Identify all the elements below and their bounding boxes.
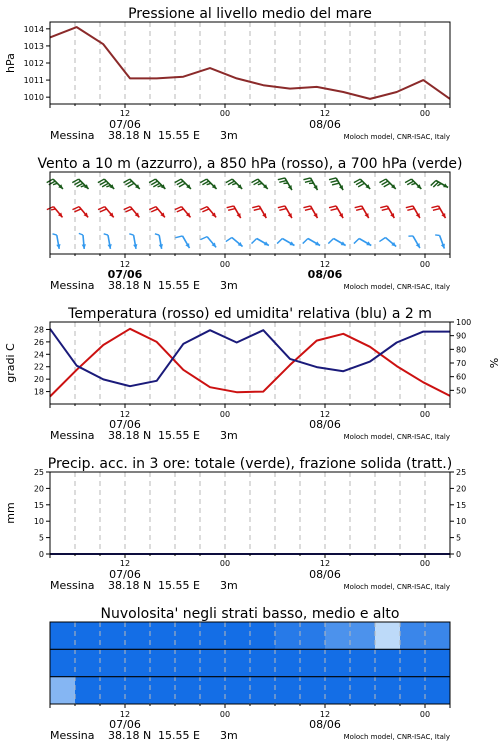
wind-barb-700-hPa (405, 179, 421, 189)
wind-barb-850-hPa (227, 206, 241, 218)
cloud-cell-basso (275, 677, 301, 705)
alt-label: 3m (220, 579, 238, 592)
cloud-cell-basso (50, 677, 76, 705)
barb-feather (355, 206, 362, 208)
barb-feather (407, 209, 414, 211)
location-label: Messina (50, 579, 95, 592)
barb-feather (100, 209, 107, 212)
barb-feather (252, 239, 257, 244)
y-right-tick-label: 20 (456, 484, 466, 493)
wind-barb-10-m (379, 238, 396, 247)
y-right-tick-label: 25 (456, 468, 466, 477)
y-tick-label: 1010 (24, 93, 44, 102)
wind-barb-10-m (252, 239, 269, 246)
cloud-cell-alto (150, 622, 176, 650)
barb-feather (384, 183, 390, 187)
barb-feather (328, 239, 333, 244)
barb-feather (303, 206, 310, 208)
barb-feather (356, 181, 362, 185)
y-tick-label: 5 (39, 534, 44, 543)
cloud-cell-medio (300, 649, 326, 677)
barb-feather (200, 237, 207, 240)
barb-feather (254, 209, 261, 211)
barb-feather (53, 183, 57, 184)
barb-feather (177, 209, 184, 212)
cloud-cell-alto (225, 622, 251, 650)
cloud-cell-medio (175, 649, 201, 677)
wind-barb-700-hPa (303, 178, 317, 190)
barb-feather (129, 234, 133, 235)
cloud-cell-basso (175, 677, 201, 705)
wind-barb-700-hPa (379, 179, 395, 189)
cloud-cell-basso (325, 677, 351, 705)
y-right-tick-label: 90 (456, 332, 466, 341)
barb-feather (179, 183, 185, 187)
wind-barb-850-hPa (98, 207, 114, 218)
barb-feather (226, 179, 232, 183)
x-tick-label: 12 (320, 710, 330, 719)
barb-feather (405, 179, 411, 183)
wind-barb-700-hPa (251, 179, 267, 189)
y-tick-label: 18 (34, 388, 44, 397)
wind-barb-850-hPa (431, 206, 445, 218)
y-axis-label: mm (4, 502, 17, 523)
cloud-cell-medio (100, 649, 126, 677)
x-tick-label: 00 (420, 559, 430, 568)
barb-feather (305, 181, 312, 183)
location-label: Messina (50, 729, 95, 742)
wind-barb-850-hPa (175, 207, 191, 218)
cloud-cell-basso (125, 677, 151, 705)
date-label: 08/06 (309, 118, 341, 131)
lat-label: 38.18 N (108, 729, 151, 742)
barb-feather (380, 206, 387, 208)
cloud-cell-medio (375, 649, 401, 677)
barb-feather (433, 209, 440, 211)
barb-feather (226, 238, 232, 242)
cloud-cell-alto (425, 622, 451, 650)
cloud-cell-alto (75, 622, 101, 650)
wind-barb-850-hPa (406, 206, 420, 218)
cloud-cell-basso (250, 677, 276, 705)
x-tick-label: 00 (220, 710, 230, 719)
wind-barb-850-hPa (380, 206, 394, 218)
y-right-tick-label: 5 (456, 534, 461, 543)
wind-barb-850-hPa (303, 206, 317, 218)
cloud-cell-medio (275, 649, 301, 677)
x-tick-label: 12 (320, 410, 330, 419)
wind-barb-850-hPa (47, 207, 63, 218)
barb-feather (175, 179, 181, 183)
lon-label: 15.55 E (158, 579, 200, 592)
alt-label: 3m (220, 279, 238, 292)
cloud-cell-medio (425, 649, 451, 677)
lon-label: 15.55 E (158, 429, 200, 442)
barb-feather (175, 236, 182, 238)
cloud-cell-alto (250, 622, 276, 650)
y-right-tick-label: 70 (456, 359, 466, 368)
wind-barb-10-m (129, 234, 137, 249)
barb-feather (79, 233, 83, 235)
panel-title: Precip. acc. in 3 ore: totale (verde), frazione solida (tratt.) (48, 456, 452, 472)
wind-barb-850-hPa (200, 207, 216, 218)
barb-feather (382, 181, 388, 185)
wind-barb-700-hPa (47, 179, 63, 189)
x-tick-label: 00 (420, 710, 430, 719)
barb-feather (278, 206, 285, 208)
cloud-cell-basso (200, 677, 226, 705)
x-tick-label: 00 (220, 559, 230, 568)
barb-feather (155, 234, 159, 235)
date-label: 07/06 (109, 718, 141, 731)
date-label: 07/06 (109, 568, 141, 581)
x-tick-label: 12 (320, 559, 330, 568)
wind-barb-700-hPa (123, 179, 139, 189)
lat-label: 38.18 N (108, 129, 151, 142)
barb-feather (207, 183, 211, 184)
y-right-axis-label: % (487, 358, 500, 368)
lat-label: 38.18 N (108, 429, 151, 442)
y-right-tick-label: 80 (456, 345, 466, 354)
barb-feather (98, 179, 104, 183)
wind-barb-700-hPa (98, 179, 114, 189)
barb-feather (151, 181, 157, 185)
wind-barb-850-hPa (278, 206, 292, 218)
barb-feather (228, 209, 235, 211)
location-label: Messina (50, 279, 95, 292)
wind-barb-850-hPa (355, 206, 369, 218)
barb-feather (227, 206, 234, 208)
date-label: 07/06 (109, 418, 141, 431)
panel-title: Nuvolosita' negli strati basso, medio e alto (101, 606, 400, 622)
x-tick-label: 00 (420, 410, 430, 419)
barb-feather (100, 181, 106, 185)
cloud-cell-basso (225, 677, 251, 705)
lon-label: 15.55 E (158, 279, 200, 292)
location-label: Messina (50, 129, 95, 142)
barb-feather (354, 239, 359, 244)
cloud-cell-alto (50, 622, 76, 650)
barb-feather (252, 206, 259, 208)
date-label: 07/06 (108, 268, 143, 281)
barb-feather (329, 178, 336, 180)
barb-feather (106, 185, 110, 186)
wind-barb-700-hPa (149, 179, 165, 189)
barb-arrowhead (441, 244, 445, 249)
x-tick-label: 00 (420, 109, 430, 118)
x-tick-label: 12 (120, 109, 130, 118)
y-tick-label: 10 (34, 517, 44, 526)
barb-feather (251, 179, 257, 183)
cloud-cell-alto (200, 622, 226, 650)
y-tick-label: 15 (34, 501, 44, 510)
barb-feather (278, 178, 285, 180)
barb-feather (104, 234, 108, 235)
y-right-tick-label: 60 (456, 373, 466, 382)
cloud-cell-alto (275, 622, 301, 650)
wind-barb-10-m (200, 237, 216, 248)
wind-barb-700-hPa (72, 179, 88, 189)
panel-title: Pressione al livello medio del mare (128, 6, 372, 22)
y-tick-label: 20 (34, 484, 44, 493)
cloud-cell-medio (125, 649, 151, 677)
barb-feather (51, 209, 55, 210)
cloud-cell-medio (400, 649, 426, 677)
model-credit: Moloch model, CNR-ISAC, Italy (344, 433, 450, 441)
barb-feather (354, 179, 360, 183)
wind-barb-850-hPa (149, 207, 165, 218)
date-label: 08/06 (309, 718, 341, 731)
barb-feather (382, 209, 389, 211)
barb-feather (406, 206, 413, 208)
y-right-tick-label: 15 (456, 501, 466, 510)
barb-feather (277, 239, 282, 244)
cloud-cell-basso (100, 677, 126, 705)
cloud-cell-medio (150, 649, 176, 677)
wind-barb-10-m (155, 234, 163, 249)
wind-barb-10-m (277, 239, 294, 246)
barb-feather (151, 209, 158, 212)
barb-feather (437, 184, 441, 186)
barb-feather (128, 183, 134, 187)
barb-feather (149, 179, 155, 183)
barb-feather (431, 206, 438, 208)
cloud-cell-basso (400, 677, 426, 705)
lon-label: 15.55 E (158, 129, 200, 142)
x-tick-label: 12 (320, 260, 330, 269)
wind-barb-850-hPa (72, 207, 88, 218)
wind-barb-10-m (104, 234, 112, 249)
barb-feather (98, 207, 105, 210)
y-tick-label: 25 (34, 468, 44, 477)
barb-feather (435, 235, 439, 236)
panel-5 (50, 606, 451, 742)
y-axis-label: hPa (4, 53, 17, 73)
cloud-cell-medio (75, 649, 101, 677)
barb-feather (411, 183, 415, 184)
x-tick-label: 00 (420, 260, 430, 269)
y-right-tick-label: 10 (456, 517, 466, 526)
cloud-cell-basso (150, 677, 176, 705)
x-tick-label: 12 (120, 559, 130, 568)
wind-barb-10-m (52, 234, 60, 249)
y-tick-label: 28 (34, 325, 44, 334)
y-tick-label: 1013 (24, 42, 44, 51)
barb-feather (202, 209, 209, 212)
date-label: 07/06 (109, 118, 141, 131)
wind-barb-10-m (303, 239, 320, 246)
barb-feather (305, 209, 312, 211)
barb-feather (177, 181, 183, 185)
barb-feather (158, 185, 162, 186)
barb-feather (232, 183, 236, 184)
barb-feather (175, 207, 182, 210)
cloud-cell-alto (400, 622, 426, 650)
panel-title: Vento a 10 m (azzurro), a 850 hPa (rosso), a 700 hPa (verde) (37, 156, 462, 172)
barb-arrowhead (82, 244, 86, 249)
alt-label: 3m (220, 429, 238, 442)
y-right-tick-label: 50 (456, 386, 466, 395)
barb-feather (279, 209, 286, 211)
wind-barb-10-m (435, 235, 445, 249)
x-tick-label: 12 (120, 260, 130, 269)
wind-barb-850-hPa (252, 206, 266, 218)
alt-label: 3m (220, 729, 238, 742)
y-tick-label: 1012 (24, 59, 44, 68)
lon-label: 15.55 E (158, 729, 200, 742)
location-label: Messina (50, 429, 95, 442)
wind-barb-10-m (226, 238, 243, 247)
wind-barb-700-hPa (200, 179, 216, 189)
panel-1 (4, 6, 450, 142)
lat-label: 38.18 N (108, 279, 151, 292)
barb-feather (379, 179, 385, 183)
cloud-cell-basso (375, 677, 401, 705)
panel-4 (4, 456, 466, 592)
y-axis-label: gradi C (4, 343, 17, 383)
panel-3 (4, 306, 500, 442)
barb-feather (72, 207, 79, 210)
wind-barb-10-m (79, 233, 86, 249)
x-tick-label: 00 (220, 109, 230, 118)
barb-feather (303, 239, 308, 244)
model-credit: Moloch model, CNR-ISAC, Italy (344, 133, 450, 141)
x-tick-label: 12 (120, 710, 130, 719)
barb-feather (329, 206, 336, 208)
y-tick-label: 22 (34, 363, 44, 372)
y-tick-label: 0 (39, 550, 44, 559)
wind-barb-10-m (408, 236, 419, 248)
y-right-tick-label: 100 (456, 318, 471, 327)
barb-feather (200, 179, 206, 183)
date-label: 08/06 (309, 568, 341, 581)
cloud-cell-medio (225, 649, 251, 677)
wind-barb-700-hPa (226, 179, 242, 189)
date-label: 08/06 (308, 268, 343, 281)
cloud-cell-alto (125, 622, 151, 650)
barb-feather (379, 238, 385, 242)
cloud-cell-medio (200, 649, 226, 677)
y-tick-label: 24 (34, 350, 44, 359)
cloud-cell-alto (375, 622, 401, 650)
x-tick-label: 00 (220, 410, 230, 419)
cloud-cell-medio (250, 649, 276, 677)
wind-barb-700-hPa (354, 179, 370, 189)
barb-feather (258, 183, 262, 184)
cloud-cell-medio (325, 649, 351, 677)
model-credit: Moloch model, CNR-ISAC, Italy (344, 283, 450, 291)
barb-feather (126, 209, 133, 212)
barb-feather (279, 181, 286, 183)
cloud-cell-basso (300, 677, 326, 705)
x-tick-label: 12 (320, 109, 330, 118)
barb-feather (123, 179, 129, 183)
barb-feather (126, 181, 132, 185)
barb-feather (303, 178, 310, 180)
wind-barb-700-hPa (431, 181, 448, 188)
barb-feather (81, 185, 85, 186)
model-credit: Moloch model, CNR-ISAC, Italy (344, 733, 450, 741)
y-tick-label: 1014 (24, 25, 44, 34)
barb-feather (332, 183, 339, 185)
wind-barb-850-hPa (329, 206, 343, 218)
wind-barb-700-hPa (278, 178, 292, 190)
panel-title: Temperatura (rosso) ed umidita' relativa (blu) a 2 m (67, 306, 432, 322)
y-tick-label: 20 (34, 375, 44, 384)
x-tick-label: 00 (220, 260, 230, 269)
barb-feather (52, 234, 56, 235)
panel-2 (37, 156, 462, 292)
cloud-cell-basso (350, 677, 376, 705)
wind-barb-10-m (328, 239, 345, 246)
cloud-cell-basso (75, 677, 101, 705)
cloud-cell-medio (50, 649, 76, 677)
cloud-cell-alto (325, 622, 351, 650)
cloud-cell-alto (300, 622, 326, 650)
lat-label: 38.18 N (108, 579, 151, 592)
wind-barb-10-m (354, 239, 371, 246)
wind-barb-850-hPa (124, 207, 140, 218)
model-credit: Moloch model, CNR-ISAC, Italy (344, 583, 450, 591)
y-right-tick-label: 0 (456, 550, 461, 559)
cloud-cell-medio (350, 649, 376, 677)
alt-label: 3m (220, 129, 238, 142)
y-tick-label: 26 (34, 338, 44, 347)
barb-feather (331, 209, 338, 211)
cloud-cell-alto (175, 622, 201, 650)
wind-barb-10-m (175, 236, 189, 248)
y-tick-label: 1011 (24, 76, 44, 85)
cloud-cell-alto (350, 622, 376, 650)
barb-feather (356, 209, 363, 211)
date-label: 08/06 (309, 418, 341, 431)
wind-barb-700-hPa (175, 179, 191, 189)
wind-barb-700-hPa (329, 178, 343, 190)
x-tick-label: 12 (120, 410, 130, 419)
barb-feather (358, 183, 364, 187)
cloud-cell-basso (425, 677, 451, 705)
barb-feather (200, 207, 207, 210)
barb-feather (331, 181, 338, 183)
cloud-cell-alto (100, 622, 126, 650)
